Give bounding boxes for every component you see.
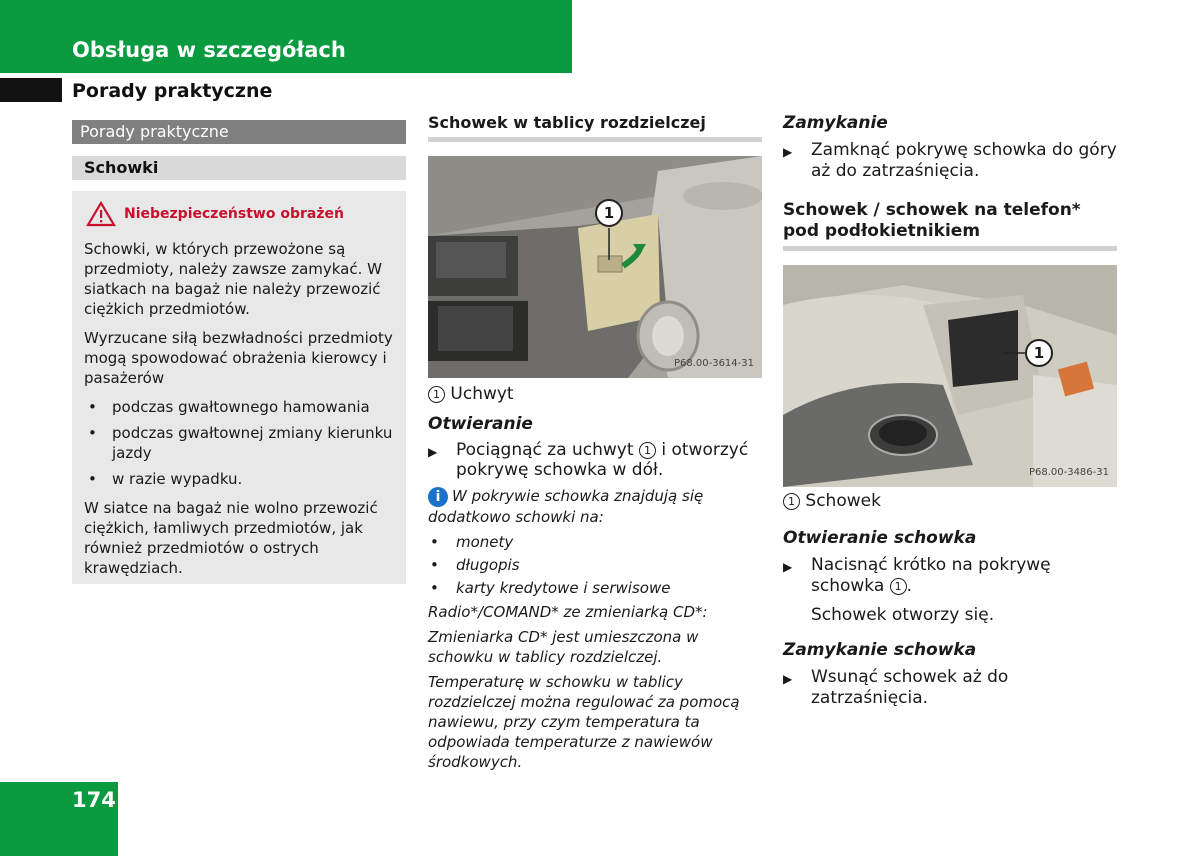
callout-number: 1: [890, 578, 907, 595]
step-arrow-icon: ▶: [783, 672, 793, 686]
step-arrow-icon: ▶: [428, 445, 438, 459]
step-text: Wsunąć schowek aż do zatrzaśnięcia.: [811, 667, 1009, 708]
chapter-marker: [0, 78, 62, 102]
subsection-bar: Porady praktyczne: [72, 120, 406, 144]
list-item: • podczas gwałtownej zmiany kierunku jazdy: [84, 423, 394, 463]
list-item: • w razie wypadku.: [84, 469, 394, 489]
callout-marker: 1: [595, 199, 623, 227]
subheading: Zamykanie: [783, 113, 888, 133]
callout-number: 1: [639, 442, 656, 459]
dashboard-illustration: [428, 156, 762, 378]
topic-bar: Schowki: [72, 156, 406, 180]
step-text: [811, 555, 1117, 597]
warning-paragraph: W siatce na bagaż nie wolno przewozić ciężkich, łamliwych przedmiotów, jak również przedmiotów o ostrych krawędziach.: [84, 499, 378, 577]
page-number: 174: [72, 788, 116, 812]
warning-title: Niebezpieczeństwo obrażeń: [124, 206, 344, 222]
info-intro: [428, 486, 762, 527]
step-arrow-icon: ▶: [783, 560, 793, 574]
caption-text: Schowek: [805, 491, 881, 511]
info-list: [428, 532, 762, 598]
step-text: Zamknąć pokrywę schowka do góry aż do zatrzaśnięcia.: [811, 140, 1117, 181]
instruction-step: [428, 440, 762, 480]
step-text-part: Nacisnąć krótko na pokrywę schowka: [811, 555, 1051, 596]
dashboard-glovebox-image: [428, 156, 762, 378]
armrest-storage-image: [783, 265, 1117, 487]
step-arrow-icon: ▶: [783, 145, 793, 159]
warning-paragraph: Wyrzucane siłą bezwładności przedmioty mogą spowodować obrażenia kierowcy i pasażerów: [84, 329, 393, 387]
warning-paragraph: Schowki, w których przewożone są przedmioty, należy zawsze zamykać. W siatkach na bagaż nie należy przewozić ciężkich przedmiotów.: [84, 240, 382, 318]
info-paragraph: Temperaturę w schowku w tablicy rozdzielczej można regulować za pomocą nawiewu, przy czym temperatura ta odpowiada temperaturze z nawiewów środkowych.: [428, 673, 740, 771]
callout-number: 1: [428, 386, 445, 403]
warning-triangle-icon: [86, 201, 116, 227]
image-code: P68.00-3614-31: [673, 358, 754, 369]
subheading: Otwieranie: [428, 414, 533, 434]
info-intro-text: W pokrywie schowka znajdują się dodatkowo schowki na:: [428, 487, 704, 526]
image-caption: [783, 491, 1117, 512]
list-item: • monety: [428, 532, 762, 552]
list-item: • długopis: [428, 555, 762, 575]
list-item: • karty kredytowe i serwisowe: [428, 578, 762, 598]
instruction-step: [783, 140, 1117, 182]
instruction-step: [783, 555, 1117, 597]
section-heading: Schowek w tablicy rozdzielczej: [428, 113, 762, 142]
section-heading: Schowek / schowek na telefon* pod podłokietnikiem: [783, 200, 1117, 251]
chapter-title: Porady praktyczne: [72, 80, 273, 102]
image-caption: [428, 384, 762, 404]
right-column: [783, 113, 1117, 715]
step-result: Schowek otworzy się.: [811, 605, 995, 625]
caption-text: Uchwyt: [450, 384, 514, 404]
callout-number: 1: [783, 493, 800, 510]
step-text-part: Pociągnąć za uchwyt: [456, 440, 634, 460]
header-band: [0, 0, 572, 73]
armrest-illustration: [783, 265, 1117, 487]
info-paragraph: Zmieniarka CD* jest umieszczona w schowku w tablicy rozdzielczej.: [428, 628, 699, 666]
warning-list: [84, 397, 394, 489]
info-icon: i: [428, 487, 448, 507]
info-note: [428, 486, 762, 772]
info-paragraph: Radio*/COMAND* ze zmieniarką CD*:: [428, 603, 708, 621]
image-code: P68.00-3486-31: [1028, 467, 1109, 478]
subheading: Otwieranie schowka: [783, 528, 977, 548]
subheading: Zamykanie schowka: [783, 640, 977, 660]
callout-marker: 1: [1025, 339, 1053, 367]
list-item: • podczas gwałtownego hamowania: [84, 397, 394, 417]
warning-header: [86, 201, 394, 227]
step-text-part: .: [906, 576, 913, 596]
warning-box: [72, 191, 406, 584]
middle-column: [428, 113, 762, 777]
step-text-part: i otworzyć pokrywę schowka w dół.: [456, 440, 749, 480]
step-text: [456, 440, 762, 480]
section-title: Obsługa w szczegółach: [72, 38, 346, 62]
instruction-step: [783, 667, 1117, 709]
